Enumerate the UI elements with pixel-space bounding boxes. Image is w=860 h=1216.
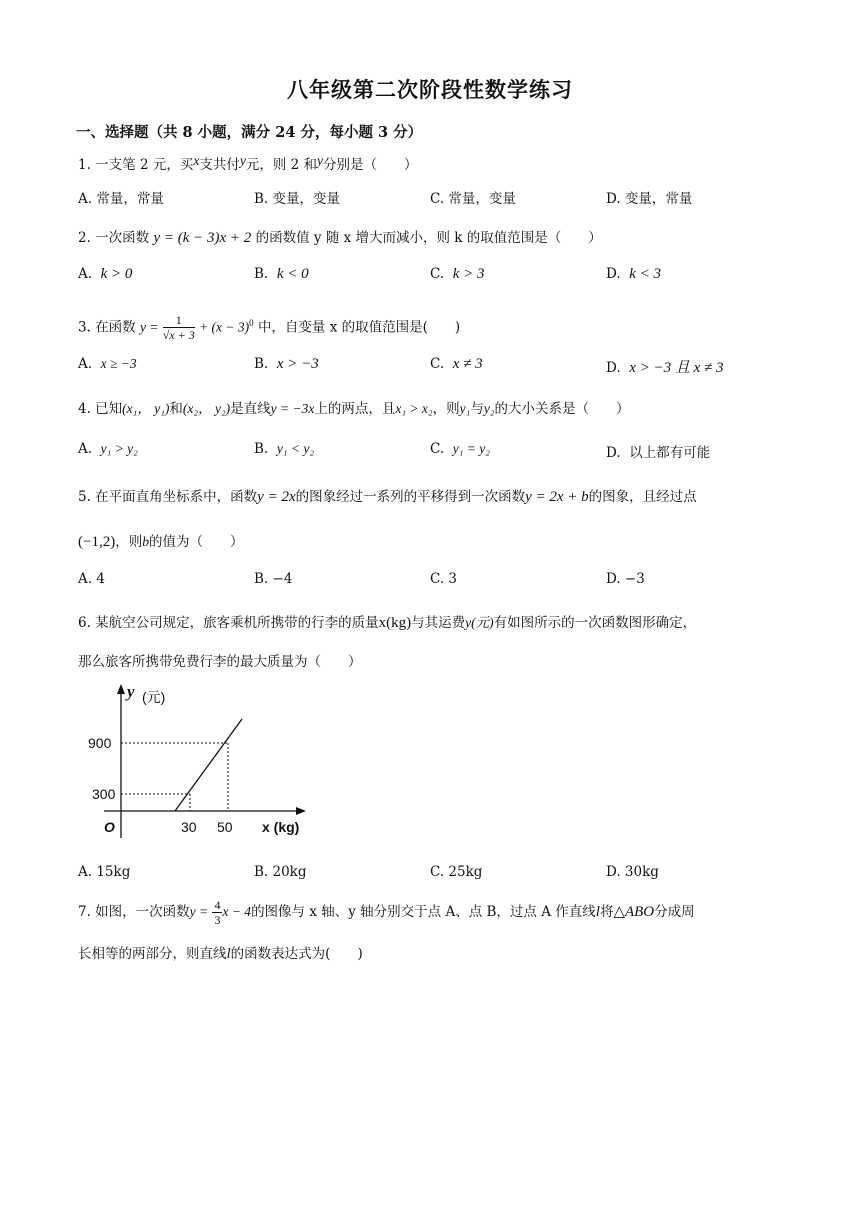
q3-frac-num: 1 xyxy=(163,313,195,328)
q3-text-b: 中，自变量 x 的取值范围是( ) xyxy=(257,319,461,336)
q3-option-b[interactable] xyxy=(254,356,319,373)
q5-f2: y = 2x + b xyxy=(525,489,589,505)
q5-text-b: 的图象经过一系列的平移得到一次函数 xyxy=(295,489,526,505)
q2-option-a[interactable] xyxy=(78,266,132,283)
q6-fee: y(元) xyxy=(465,615,494,630)
q5-text-a: 5. 在平面直角坐标系中，函数 xyxy=(78,489,258,505)
q2-text-b: 的函数值 y 随 x 增大而减小，则 k 的取值范围是（ ） xyxy=(255,230,602,246)
q3-option-b-math: x > −3 xyxy=(276,356,319,372)
q6-mass: x(kg) xyxy=(378,615,412,631)
q7-text-b: 的图像与 x 轴、y 轴分别交于点 A、点 B，过点 A 作直线 xyxy=(251,904,596,920)
q4-option-d-text: 以上都有可能 xyxy=(629,445,711,461)
q3-option-b-label: B. xyxy=(254,356,269,372)
q2-text-a: 2. 一次函数 xyxy=(78,230,150,246)
q7-line2-a: 长相等的两部分，则直线 xyxy=(78,946,227,962)
q5-point: (−1,2) xyxy=(78,534,116,550)
question-1-stem xyxy=(78,153,418,173)
section-heading: 一、选择题（共 8 小题，满分 24 分，每小题 3 分） xyxy=(76,124,423,141)
q5-option-c[interactable]: C. 3 xyxy=(430,571,458,587)
q1-option-b[interactable]: B. 变量，变量 xyxy=(254,191,341,207)
q5-option-a[interactable]: A. 4 xyxy=(78,571,105,587)
q6-option-b[interactable]: B. 20kg xyxy=(254,864,307,880)
question-6-stem xyxy=(78,611,696,632)
q2-option-c-label: C. xyxy=(430,266,445,282)
q7-frac-num: 4 xyxy=(214,897,221,912)
q6-option-d[interactable]: D. 30kg xyxy=(606,864,659,880)
q1-var-x: x xyxy=(193,153,200,168)
q4-option-d-label: D. xyxy=(606,445,621,461)
q1-var-y: y xyxy=(239,153,246,168)
q7-triangle: △ABO xyxy=(613,904,655,920)
q4-text-b: 是直线 xyxy=(230,401,271,417)
q4-text-e: 的大小关系是（ ） xyxy=(494,401,630,417)
q4-line: y = −3x xyxy=(270,401,315,416)
q4-option-b[interactable] xyxy=(254,441,314,457)
q7-frac-den: 3 xyxy=(214,912,221,927)
question-5-stem-line2 xyxy=(78,530,243,551)
q3-power: 0 xyxy=(249,318,254,328)
q4-point-2: (x₂， y₂) xyxy=(182,401,231,416)
q3-option-c-label: C. xyxy=(430,356,445,372)
q4-option-b-label: B. xyxy=(254,441,269,457)
y-axis-arrow-icon xyxy=(117,684,125,694)
q3-option-d-label: D. xyxy=(606,360,621,376)
q5-text-c: 的图象，且经过点 xyxy=(588,489,697,505)
q3-fraction xyxy=(163,313,195,343)
y-axis-unit: (元) xyxy=(142,689,166,705)
q2-option-c-math: k > 3 xyxy=(452,266,485,282)
function-line xyxy=(175,719,242,811)
q4-option-b-math: y₁ < y₂ xyxy=(276,441,315,456)
q1-text-a: 1. 一支笔 2 元，买 xyxy=(78,157,194,173)
q2-formula: y = (k − 3)x + 2 xyxy=(153,230,252,246)
q5-var-b: b xyxy=(142,534,149,549)
q3-option-c-math: x ≠ 3 xyxy=(452,356,483,372)
q2-option-d[interactable] xyxy=(606,266,661,283)
ytick-900: 900 xyxy=(88,735,112,751)
q4-and: 和 xyxy=(169,401,183,417)
q3-option-d-math: x > −3 且 x ≠ 3 xyxy=(629,360,724,376)
y-axis-label: y xyxy=(127,682,135,701)
q6-option-c[interactable]: C. 25kg xyxy=(430,864,483,880)
q4-option-a-math: y₁ > y₂ xyxy=(100,441,138,456)
q2-option-a-math: k > 0 xyxy=(100,266,133,282)
q4-y2: y₂ xyxy=(483,401,495,416)
q2-option-a-label: A. xyxy=(78,266,93,282)
q7-fraction xyxy=(212,898,222,928)
q6-function-graph xyxy=(82,680,322,850)
q1-option-a[interactable]: A. 常量，常量 xyxy=(78,191,164,207)
question-7-stem-line2 xyxy=(78,942,363,963)
q1-var-y2: y xyxy=(317,153,324,168)
ytick-300: 300 xyxy=(92,786,116,802)
origin-label: O xyxy=(104,819,115,835)
q3-frac-den: √x + 3 xyxy=(162,328,195,342)
q2-option-b-label: B. xyxy=(254,266,269,282)
q4-condition: x₁ > x₂ xyxy=(395,401,433,416)
q5-f1: y = 2x xyxy=(257,489,296,505)
q4-option-a[interactable] xyxy=(78,441,138,457)
q2-option-d-math: k < 3 xyxy=(629,266,662,282)
q7-var-l: l xyxy=(595,904,600,920)
q5-option-b[interactable]: B. −4 xyxy=(254,571,293,587)
question-6-stem-line2: 那么旅客所携带免费行李的最大质量为（ ） xyxy=(78,654,362,670)
q2-option-b[interactable] xyxy=(254,266,309,283)
q4-option-d[interactable] xyxy=(606,441,710,461)
xtick-30: 30 xyxy=(181,819,197,835)
q4-text-a: 4. 已知 xyxy=(78,401,123,417)
q1-option-c[interactable]: C. 常量，变量 xyxy=(430,191,516,207)
q6-text-c: 有如图所示的一次函数图形确定， xyxy=(493,615,697,631)
q2-option-d-label: D. xyxy=(606,266,621,282)
question-2-stem xyxy=(78,226,602,247)
q7-y-eq: y = xyxy=(189,904,209,919)
q4-y1: y₁ xyxy=(459,401,471,416)
q3-text-a: 3. 在函数 xyxy=(78,319,136,336)
q4-option-c-label: C. xyxy=(430,441,445,457)
question-7-stem xyxy=(78,894,695,930)
question-5-stem xyxy=(78,485,697,506)
q3-y-eq: y = xyxy=(139,319,159,335)
q3-option-d[interactable] xyxy=(606,356,724,377)
q4-text-d: ，则 xyxy=(432,401,460,417)
q1-text-b: 支共付 xyxy=(199,157,240,173)
q3-option-a-math: x ≥ −3 xyxy=(100,356,137,371)
q1-text-d: 分别是（ ） xyxy=(323,157,418,173)
q2-option-b-math: k < 0 xyxy=(276,266,309,282)
q5-text-d: ，则 xyxy=(115,534,143,550)
q6-text-a: 6. 某航空公司规定，旅客乘机所携带的行李的质量 xyxy=(78,615,379,631)
q4-with: 与 xyxy=(470,401,484,417)
q5-option-d[interactable]: D. −3 xyxy=(606,571,645,587)
q7-text-c: 将 xyxy=(599,904,614,920)
q4-option-c[interactable] xyxy=(430,441,490,457)
q6-option-a[interactable]: A. 15kg xyxy=(78,864,131,880)
question-3-stem xyxy=(78,306,460,345)
q4-point-1: (x₁， y₁) xyxy=(122,401,170,416)
question-4-stem xyxy=(78,397,630,417)
page-title: 八年级第二次阶段性数学练习 xyxy=(287,77,573,102)
q7-var-l-2: l xyxy=(226,946,231,962)
q4-option-c-math: y₁ = y₂ xyxy=(452,441,490,456)
q4-option-a-label: A. xyxy=(78,441,93,457)
q7-text-a: 7. 如图，一次函数 xyxy=(78,904,190,920)
xtick-50: 50 xyxy=(217,819,233,835)
q4-text-c: 上的两点，且 xyxy=(314,401,396,417)
x-axis-arrow-icon xyxy=(296,807,306,815)
q3-option-a[interactable] xyxy=(78,356,137,372)
q3-option-a-label: A. xyxy=(78,356,93,372)
q1-option-d[interactable]: D. 变量，常量 xyxy=(606,191,693,207)
q2-option-c[interactable] xyxy=(430,266,485,283)
q6-text-b: 与其运费 xyxy=(411,615,466,631)
q5-text-e: 的值为（ ） xyxy=(148,534,244,550)
q1-text-c: 元，则 2 和 xyxy=(245,157,318,173)
q3-option-c[interactable] xyxy=(430,356,483,373)
q7-tail: x − 4 xyxy=(222,904,252,919)
q7-text-d: 分成周 xyxy=(654,904,695,920)
q3-tail: + (x − 3) xyxy=(199,319,250,335)
q7-line2-b: 的函数表达式为( ) xyxy=(230,946,363,962)
x-axis-label: x (kg) xyxy=(262,819,300,835)
